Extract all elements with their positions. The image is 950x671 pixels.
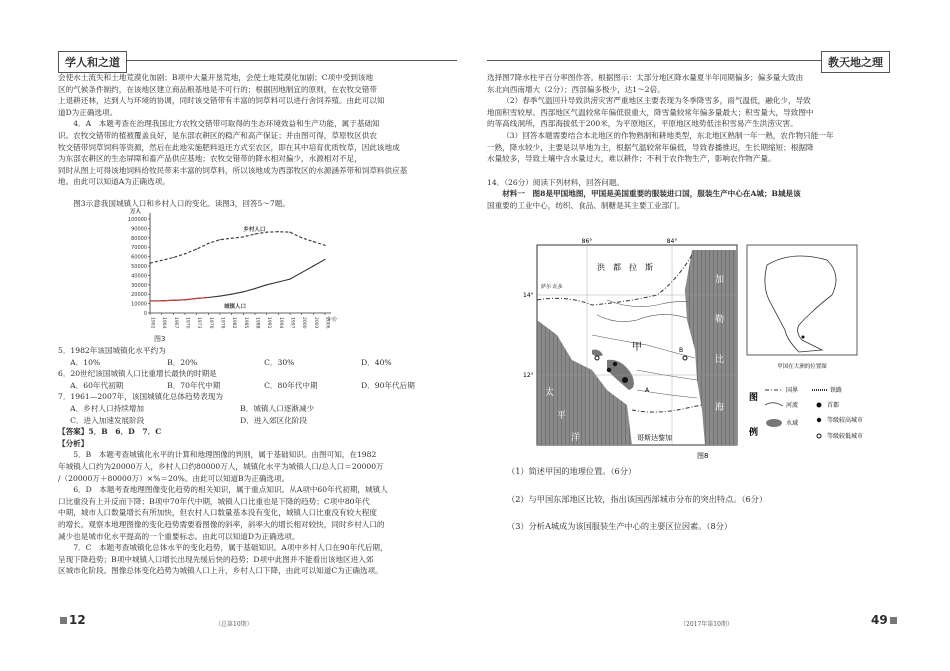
x-tick-label: 1961 — [149, 317, 155, 329]
legend-capital-symbol — [817, 403, 822, 408]
option: B．70年代中期 — [167, 380, 221, 390]
rural-data-point — [254, 233, 255, 234]
urban-data-point — [231, 294, 232, 295]
legend-item: 国界 — [786, 387, 799, 394]
text-line: 为东部农耕区的生态屏障和畜产品供应基地；农牧交错带的降水相对偏少，水源相对不足， — [58, 154, 362, 164]
x-tick-label: 1997 — [289, 317, 295, 329]
rural-data-point — [278, 231, 279, 232]
rural-data-point — [324, 245, 325, 246]
answer-line: 【答案】5．B 6．D 7．C — [58, 427, 162, 437]
urban-series-label: 城镇人口 — [224, 304, 247, 311]
country-map-figure — [523, 238, 864, 462]
legend-item: 等级较低城市 — [827, 433, 864, 440]
y-axis-label: 万人 — [130, 209, 142, 215]
x-tick-label: 2000 — [301, 317, 307, 329]
q5-options — [58, 357, 458, 369]
x-tick-label: 1991 — [266, 317, 272, 329]
honduras-label: 洪 都 拉 斯 — [597, 263, 653, 272]
question-5: 5．1982年该国城镇化水平约为 — [58, 346, 166, 355]
city-a-label: A — [645, 387, 650, 394]
city-dot — [595, 356, 599, 360]
rural-series-label: 乡村人口 — [243, 226, 266, 233]
text-line: 一熟，降水较少，主要是以旱地为主，根据气温较常年偏低，导致春播推迟，生长期缩短；根据降 — [487, 142, 814, 152]
text-line: 上退耕还林，达到人与环境的协调，同时该交错带有丰富的饲草料可以进行舍饲养殖。由此可以知 — [58, 96, 385, 106]
left-text-bottom — [58, 345, 458, 577]
option: C．30% — [264, 357, 295, 367]
material-one-cont: 国重要的工业中心，纺织、食品、制糖是其主要工业部门。 — [487, 200, 685, 210]
inset-map-frame — [747, 245, 857, 355]
rural-data-point — [196, 248, 197, 249]
x-tick-label: 1973 — [196, 317, 202, 329]
y-tick-label: 90000 — [131, 226, 147, 233]
lat-label: 12° — [523, 372, 534, 379]
option: D．40% — [361, 357, 392, 367]
y-tick-label: 50000 — [131, 264, 147, 270]
text-line: 识。农牧交错带的植被覆盖良好，是东部农耕区的稳产和高产保证；并由图可得，草原牧区供农 — [58, 130, 377, 140]
question-7: 7．1961—2007年，该国城镇化总体趋势表现为 — [58, 392, 223, 402]
x-tick-label: 1994 — [277, 317, 283, 329]
legend-minor-city-symbol — [817, 434, 821, 438]
option: B．城镇人口逐渐减少 — [240, 403, 315, 413]
figure-intro: 图3示意我国城镇人口和乡村人口的变化。读图3，回答5～7题。 — [73, 198, 290, 208]
legend-item: 等级较高城市 — [827, 417, 864, 424]
y-tick-label: 80000 — [131, 235, 147, 242]
page-marker-icon — [60, 617, 67, 624]
text-line: 中期，城市人口数量增长有所加快，但农村人口数量基本没有变化，城镇人口比重没有较大程度 — [58, 508, 377, 518]
right-questions — [507, 466, 907, 533]
text-line: 道D为正确选项。 — [58, 107, 118, 117]
urban-population-line — [150, 259, 325, 301]
lon-label: 84° — [666, 238, 678, 245]
inset-caption: 甲国在大洲的位置图 — [777, 364, 827, 370]
text-line: 5．B 本题考查城镇化水平的计算和地理图像的判别，属于基础知识。由图可知，在1982 — [73, 450, 377, 460]
page-number: 12 — [69, 613, 86, 627]
text-line: 4．A 本题考查在治理我国北方农牧交错带可取得的生态环境效益和生产功能，属于基础知 — [73, 119, 380, 129]
legend-item: 水域 — [786, 420, 799, 427]
left-page-number — [58, 613, 86, 627]
text-line: 水量较多，导致土壤中含水量过大，难以耕作；不利于农作物生产，影响农作物产量。 — [487, 154, 776, 164]
pacific-label: 平 — [557, 411, 567, 421]
right-page — [475, 0, 950, 671]
salvador-label: 萨尔 瓦多 — [541, 284, 563, 290]
pacific-label: 太 — [545, 388, 555, 398]
text-line: 区的气候条件制约，在该地区建立商品粮基地是不可行的；根据因地制宜的原则，在农牧交错带 — [58, 84, 377, 94]
option: C．进入加速发展阶段 — [70, 415, 145, 425]
y-tick-label: 10000 — [131, 301, 147, 308]
question-14: 14．（26分）阅读下列材料，回答问题。 — [487, 177, 625, 187]
sub-question-3: （3）分析A城成为该国服装生产中心的主要区位因素。（8分） — [507, 521, 733, 532]
option: C．80年代中期 — [264, 380, 318, 390]
left-header — [58, 50, 457, 70]
text-line: 选择图7降水柱平百分率图作答。根据图示：太部分地区降水量夏半年同期偏多；偏多量大致由 — [487, 73, 804, 82]
y-tick-label: 70000 — [131, 245, 147, 252]
y-tick-label: 30000 — [131, 282, 147, 289]
rural-data-point — [173, 257, 174, 258]
rural-population-line — [150, 232, 325, 263]
x-tick-label: 1967 — [172, 317, 178, 329]
city-dot — [613, 362, 617, 366]
x-tick-label: 1970 — [184, 317, 190, 329]
population-chart — [110, 205, 340, 345]
right-header — [487, 50, 890, 70]
urban-data-point — [219, 295, 220, 296]
q6-options — [58, 380, 458, 392]
x-tick-label: 1979 — [219, 317, 225, 329]
legend-item: 河流 — [786, 402, 799, 409]
rural-data-point — [149, 263, 150, 264]
text-line: 地。由此可以知道A为正确选项。 — [58, 177, 170, 187]
option: B．20% — [167, 357, 198, 367]
text-line: 的增长。观察本地理图像的变化趋势需要看图像的斜率，斜率大的增长相对较快，同时乡村人口的 — [58, 519, 385, 529]
chart-caption: 图3 — [154, 335, 166, 343]
text-line: 牧交错带饲草饲料等资源，然后在此地实施肥料返还方式至农区，即在其中培育优质牧草，因此该地成 — [58, 142, 400, 152]
rural-data-point — [266, 232, 267, 233]
text-line: 口比重没有上升反而下降；B项中70年代中期，城镇人口比重也是下降的趋势；C项中80年代 — [58, 496, 370, 506]
y-tick-label: 100000 — [127, 217, 147, 223]
rural-data-point — [184, 253, 185, 254]
caribbean-label: 比 — [715, 355, 725, 365]
material-one: 材料一 图8是甲国地图，甲国是美国重要的服装进口国，服装生产中心在A城；B城是该 — [502, 189, 801, 199]
left-issue-note: （总第10期） — [215, 621, 253, 628]
costa-rica-label: 哥斯达黎加 — [637, 434, 672, 442]
left-text-top — [58, 72, 458, 210]
sub-question-1: （1）简述甲国的地理位置。（6分） — [507, 466, 637, 476]
right-header-tag: 教天地之理 — [821, 51, 890, 73]
legend-water-symbol — [766, 419, 782, 427]
city-dot — [607, 368, 611, 372]
text-line: /（20000万＋80000万）×%＝20%。由此可以知道B为正确选项。 — [58, 473, 290, 483]
text-line: 6．D 本题考查地理图像变化趋势的相关知识，属于重点知识。从A项中60年代初期，城镇人 — [73, 485, 388, 495]
text-line: 的等高线洞所，西部海拔低于200米，为平原地区，平原地区地势低洼积雪易产生洪涝灾害。 — [487, 119, 798, 129]
right-issue-note: （2017年第10期） — [680, 621, 733, 628]
capital-dot — [622, 377, 628, 383]
x-tick-label: 1964 — [161, 317, 167, 329]
y-tick-label: 40000 — [131, 273, 147, 280]
y-tick-label: 20000 — [131, 292, 147, 299]
urban-data-point — [254, 288, 255, 289]
legend-item: 首都 — [827, 402, 840, 409]
y-tick-label: 0 — [143, 311, 147, 317]
rural-data-point — [313, 241, 314, 242]
right-text-top — [487, 72, 892, 212]
x-tick-label: 1988 — [254, 317, 260, 329]
urban-data-point — [313, 265, 314, 266]
x-tick-label: 2003 — [312, 317, 318, 329]
rural-data-point — [161, 260, 162, 261]
x-tick-label: 2006 — [324, 317, 330, 329]
legend-river-symbol — [765, 403, 783, 406]
urban-data-point — [266, 284, 267, 285]
right-page-number — [871, 613, 899, 627]
lat-label: 14° — [523, 292, 534, 299]
urban-data-point — [289, 279, 290, 280]
urban-early-segment — [150, 297, 208, 300]
rural-data-point — [301, 237, 302, 238]
analysis-title: 【分析】 — [58, 438, 89, 448]
legend-title: 图 — [749, 393, 759, 403]
text-line: 地面积雪较厚。西部地区气温较常年偏低很重大，降雪量较常年偏多量最大；积雪量大，导致图中 — [487, 107, 814, 117]
rural-data-point — [243, 236, 244, 237]
lon-label: 86° — [581, 238, 593, 245]
x-axis-label: 年份 — [327, 317, 338, 323]
pacific-label: 洋 — [571, 433, 581, 443]
y-tick-label: 60000 — [131, 254, 147, 261]
text-line: 年城镇人口约为20000万人，乡村人口约80000万人，城镇化水平为城镇人口/总人口＝20000万 — [58, 461, 384, 471]
caribbean-label: 勒 — [715, 315, 725, 325]
text-line: 呈现下降趋势；B项中城镇人口增长出现先缓后快的趋势；D项中此图并不能看出该地区进入郊 — [58, 554, 374, 564]
text-line: 东北向西南增大（2分）；西部偏多极少，达1～2倍。 — [487, 84, 665, 94]
rural-data-point — [289, 232, 290, 233]
x-tick-label: 1985 — [242, 317, 248, 329]
rural-data-point — [231, 238, 232, 239]
text-line: 7．C 本题考查城镇化总体水平的变化趋势，属于基础知识。A项中乡村人口在90年代后期， — [73, 543, 388, 553]
figure-label: 图8 — [697, 452, 709, 460]
q7-options-row2 — [58, 415, 458, 427]
x-tick-label: 1976 — [207, 317, 213, 329]
caribbean-label: 加 — [715, 275, 725, 285]
text-line: 区城市化阶段。图像总体变化趋势为城镇人口上升，乡村人口下降，由此可以知道C为正确选项。 — [58, 566, 383, 576]
caribbean-label: 海 — [715, 403, 725, 413]
urban-data-point — [324, 259, 325, 260]
text-line: 会使水土流失和土地荒漠化加剧；B项中大量开垦荒地，会使土地荒漠化加剧；C项中受到该地 — [58, 73, 374, 82]
urban-data-point — [243, 291, 244, 292]
rural-data-point — [208, 243, 209, 244]
option: A．乡村人口持续增加 — [70, 403, 144, 413]
option: A．60年代初期 — [70, 380, 124, 390]
legend-item: 铁路 — [830, 387, 843, 394]
left-header-tag: 学人和之道 — [58, 51, 127, 73]
text-line: 同时从图上可得该地饲料给牧民带来丰富的饲草料，所以该地成为西部牧区的水源涵养带和饲草料供应基 — [58, 165, 408, 175]
location-marker — [802, 336, 805, 339]
text-line: 减少也是城市化水平提高的一个重要标志。由此可以知道D为正确选项。 — [58, 531, 300, 541]
x-tick-label: 1982 — [231, 317, 237, 329]
page-number: 49 — [871, 613, 888, 627]
city-b-label: B — [679, 347, 684, 354]
sub-question-2: （2）与甲国东部地区比较，指出该国西部城市分布的突出特点。（6分） — [507, 493, 768, 504]
legend-title: 例 — [749, 428, 759, 438]
city-dot — [683, 356, 687, 360]
legend-major-city-symbol — [817, 418, 821, 422]
country-jia-label: 甲 — [632, 342, 642, 353]
urban-data-point — [301, 272, 302, 273]
text-line: （2）春季气温回升导致洪涝灾害严重地区主要表现为冬季降雪多，雨气温低，融化少，导致 — [502, 96, 811, 106]
option: D．90年代后期 — [361, 380, 415, 390]
option: D．进入郊区化阶段 — [240, 415, 307, 425]
urban-data-point — [278, 281, 279, 282]
page-marker-icon — [890, 617, 897, 624]
question-6: 6．20世纪该国城镇人口比重增长最快的时期是 — [58, 369, 217, 379]
rural-data-point — [219, 239, 220, 240]
q7-options-row1 — [58, 403, 458, 415]
option: A．10% — [70, 357, 101, 367]
text-line: （3）回答本题需要结合本北地区的作物熟制和耕地类型，东北地区熟制一年一熟，农作物只能一年 — [502, 130, 834, 140]
